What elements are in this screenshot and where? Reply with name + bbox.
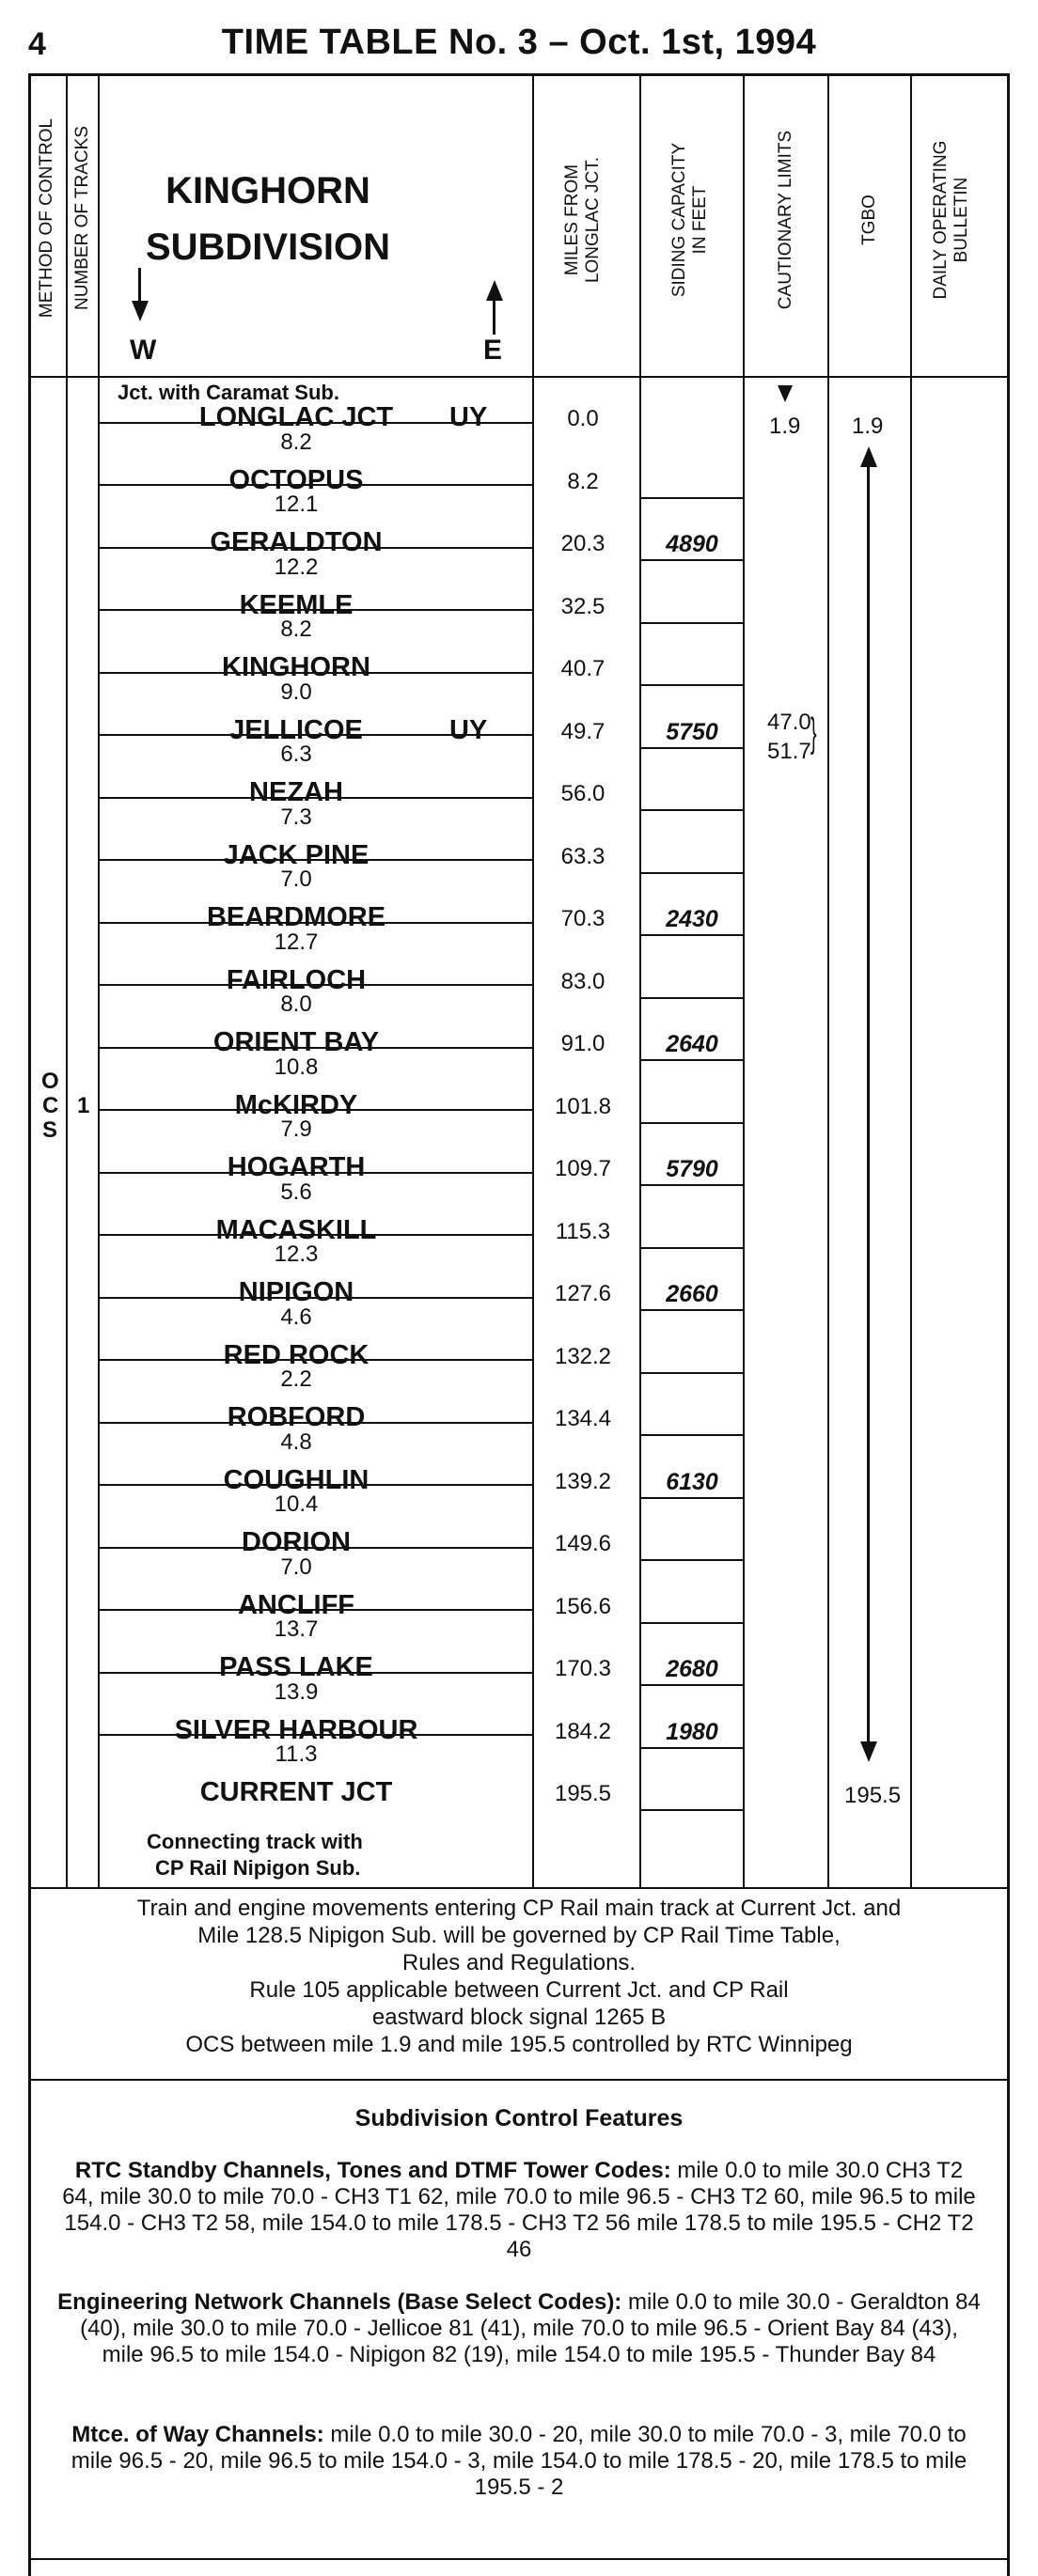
station-distance: 8.2 [280, 429, 312, 455]
tgbo-down-arrow-icon [860, 1741, 877, 1762]
cautionary-limit-b: 51.7 [767, 739, 811, 764]
cautionary-start-icon [778, 385, 793, 402]
station-distance: 11.3 [275, 1741, 318, 1767]
siding-row-divider [640, 1434, 744, 1436]
header-siding-line2: IN FEET [690, 185, 710, 255]
station-distance: 6.3 [280, 742, 312, 767]
station-name: CURRENT JCT [199, 1777, 393, 1807]
station-distance: 10.4 [274, 1491, 319, 1517]
east-arrow-icon [486, 280, 503, 301]
station-distance: 4.6 [280, 1304, 312, 1330]
header-method-of-control: METHOD OF CONTROL [37, 117, 56, 319]
header-tgbo: TGBO [859, 195, 879, 245]
page-number: 4 [28, 26, 46, 62]
station-row-divider [99, 1672, 533, 1674]
siding-capacity: 5790 [666, 1156, 718, 1182]
station-miles: 91.0 [560, 1031, 606, 1056]
note-line: Rules and Regulations. [401, 1950, 637, 1975]
station-name: KEEMLE [239, 590, 354, 620]
end-note-line1: Connecting track with [147, 1830, 363, 1853]
note-line: eastward block signal 1265 B [371, 2005, 667, 2030]
station-row-divider [99, 672, 533, 674]
station-row-divider [99, 1734, 533, 1736]
station-code: UY [449, 402, 488, 432]
header-dob-line2: BULLETIN [952, 177, 971, 263]
station-row-divider [99, 547, 533, 549]
siding-row-divider [640, 1059, 744, 1061]
header-dob-line1: DAILY OPERATING [931, 140, 951, 300]
station-name: HOGARTH [227, 1152, 366, 1182]
header-siding-line1: SIDING CAPACITY [669, 142, 689, 298]
siding-capacity: 2680 [666, 1656, 718, 1682]
method-letter-s: S [42, 1117, 58, 1143]
mtce-channels-label: Mtce. of Way Channels: [71, 2422, 324, 2447]
siding-row-divider [640, 997, 744, 999]
station-distance: 7.9 [280, 1116, 312, 1142]
col-sep-siding [743, 75, 745, 1887]
station-distance: 12.1 [274, 492, 319, 517]
station-name: NIPIGON [238, 1277, 354, 1307]
rtc-channels-text: mile 0.0 to mile 30.0 CH3 T2 64, mile 30.0 to mile 70.0 - CH3 T1 62, mile 70.0 to mile 96.5 - CH3 T2 60, mile 96.5 to mile 154.0 - CH3 T2 58, mile 154.0 to mile 178.5 - CH3 T2 56 mile 178.5 to mile 195.5 - CH2 T2 46 [62, 2158, 976, 2262]
note-line: Rule 105 applicable between Current Jct. and CP Rail [249, 1977, 789, 2003]
station-name: JELLICOE [229, 715, 363, 745]
siding-capacity: 4890 [666, 531, 718, 557]
method-letter-c: C [42, 1093, 59, 1118]
station-distance: 4.8 [280, 1429, 312, 1455]
tgbo-range-line [867, 465, 870, 1741]
station-name: COUGHLIN [223, 1465, 370, 1495]
table-bottom-divider [29, 1887, 1009, 1889]
siding-row-divider [640, 497, 744, 499]
station-row-divider [99, 1609, 533, 1611]
station-miles: 109.7 [554, 1156, 612, 1181]
station-name: BEARDMORE [206, 902, 386, 932]
header-miles-line1: MILES FROM [562, 164, 582, 276]
header-number-of-tracks: NUMBER OF TRACKS [72, 126, 92, 311]
station-row-divider [99, 1484, 533, 1486]
station-name: JACK PINE [223, 840, 370, 870]
station-name: DORION [242, 1527, 351, 1557]
station-miles: 132.2 [554, 1344, 612, 1369]
west-arrow-shaft [138, 268, 141, 305]
station-name: ORIENT BAY [212, 1027, 380, 1057]
station-miles: 83.0 [560, 969, 606, 994]
station-distance: 7.0 [280, 866, 312, 892]
junction-note: Jct. with Caramat Sub. [118, 381, 339, 404]
siding-row-divider [640, 809, 744, 811]
siding-row-divider [640, 934, 744, 936]
station-name: ANCLIFF [237, 1590, 355, 1620]
station-miles: 139.2 [554, 1469, 612, 1494]
station-row-divider [99, 484, 533, 486]
station-name: NEZAH [249, 777, 343, 807]
station-row-divider [99, 922, 533, 924]
col-sep-method [66, 75, 68, 1887]
station-miles: 49.7 [560, 719, 606, 744]
rtc-channels-label: RTC Standby Channels, Tones and DTMF Tower Codes: [74, 2158, 671, 2183]
station-miles: 0.0 [567, 406, 599, 431]
station-name: GERALDTON [210, 527, 383, 557]
station-miles: 101.8 [554, 1094, 612, 1119]
station-distance: 9.0 [280, 679, 312, 705]
col-sep-cautionary [827, 75, 829, 1887]
station-row-divider [99, 1047, 533, 1049]
siding-row-divider [640, 1247, 744, 1249]
station-distance: 8.0 [280, 991, 312, 1017]
col-sep-miles [639, 75, 641, 1887]
header-divider [29, 376, 1009, 378]
station-row-divider [99, 1297, 533, 1299]
station-name: McKIRDY [234, 1090, 358, 1120]
siding-row-divider [640, 1122, 744, 1124]
header-miles-line2: LONGLAC JCT. [583, 156, 603, 284]
west-label: W [130, 335, 157, 366]
station-row-divider [99, 1422, 533, 1424]
station-miles: 20.3 [560, 531, 606, 556]
subdivision-title-line1: KINGHORN [165, 170, 370, 211]
station-name: LONGLAC JCT [198, 402, 394, 432]
station-distance: 12.3 [274, 1241, 319, 1267]
subdivision-title-line2: SUBDIVISION [145, 226, 391, 268]
rtc-channels-paragraph [56, 2158, 982, 2263]
siding-row-divider [640, 1497, 744, 1499]
station-row-divider [99, 797, 533, 799]
tgbo-start: 1.9 [852, 414, 884, 439]
method-letter-o: O [41, 1069, 59, 1094]
station-name: FAIRLOCH [226, 965, 367, 995]
note-line: Mile 128.5 Nipigon Sub. will be governed by CP Rail Time Table, [197, 1923, 841, 1948]
page-title: TIME TABLE No. 3 – Oct. 1st, 1994 [221, 23, 817, 62]
station-row-divider [99, 734, 533, 736]
siding-capacity: 2430 [666, 906, 718, 932]
station-row-divider [99, 609, 533, 611]
station-miles: 156.6 [554, 1594, 612, 1619]
station-miles: 170.3 [554, 1656, 612, 1681]
mtce-channels-paragraph [56, 2422, 982, 2501]
station-row-divider [99, 1547, 533, 1549]
station-distance: 13.9 [274, 1679, 319, 1705]
station-miles: 70.3 [560, 906, 606, 931]
station-row-divider [99, 1234, 533, 1236]
control-features-title: Subdivision Control Features [354, 2105, 684, 2131]
col-sep-tgbo [910, 75, 912, 1887]
siding-row-divider [640, 1809, 744, 1811]
siding-row-divider [640, 1559, 744, 1561]
engineering-channels-text: mile 0.0 to mile 30.0 - Geraldton 84 (40), mile 30.0 to mile 70.0 - Jellicoe 81 (41), mile 70.0 to mile 96.5 - Orient Bay 84 (43), mile 96.5 to mile 154.0 - Nipigon 82 (19), mile 154.0 to mile 195.5 - Thunder Bay 84 [80, 2289, 981, 2367]
station-distance: 7.0 [280, 1554, 312, 1580]
station-distance: 7.3 [280, 804, 312, 830]
engineering-channels-paragraph [56, 2289, 982, 2368]
cautionary-start: 1.9 [769, 414, 801, 439]
siding-row-divider [640, 1372, 744, 1374]
note-line: OCS between mile 1.9 and mile 195.5 controlled by RTC Winnipeg [185, 2032, 853, 2057]
station-distance: 12.7 [274, 929, 319, 955]
col-sep-station [532, 75, 534, 1887]
station-miles: 195.5 [554, 1781, 612, 1806]
siding-capacity: 5750 [666, 719, 718, 745]
station-miles: 8.2 [567, 469, 599, 494]
station-distance: 13.7 [274, 1616, 319, 1642]
siding-row-divider [640, 684, 744, 686]
notes-divider [29, 2079, 1009, 2081]
station-row-divider [99, 984, 533, 986]
page-bottom-divider [29, 2558, 1009, 2560]
station-distance: 5.6 [280, 1179, 312, 1205]
header-cautionary-limits: CAUTIONARY LIMITS [776, 130, 795, 310]
note-line: Train and engine movements entering CP Rail main track at Current Jct. and [136, 1896, 902, 1921]
station-name: ROBFORD [227, 1402, 366, 1432]
station-miles: 184.2 [554, 1719, 612, 1744]
station-code: UY [449, 715, 488, 745]
siding-row-divider [640, 622, 744, 624]
west-arrow-icon [132, 301, 149, 321]
station-name: KINGHORN [222, 652, 370, 682]
cautionary-limit-a: 47.0 [767, 710, 811, 735]
station-name: OCTOPUS [228, 465, 364, 495]
station-distance: 12.2 [274, 554, 319, 580]
station-miles: 127.6 [554, 1281, 612, 1306]
siding-row-divider [640, 872, 744, 874]
station-miles: 134.4 [554, 1406, 612, 1431]
siding-capacity: 6130 [666, 1469, 718, 1495]
siding-capacity: 1980 [666, 1719, 718, 1745]
station-miles: 63.3 [560, 844, 606, 869]
siding-row-divider [640, 1622, 744, 1624]
east-label: E [483, 335, 503, 366]
station-miles: 149.6 [554, 1531, 612, 1556]
siding-row-divider [640, 1184, 744, 1186]
siding-row-divider [640, 559, 744, 561]
mtce-channels-text: mile 0.0 to mile 30.0 - 20, mile 30.0 to mile 70.0 - 3, mile 70.0 to mile 96.5 - 20, mile 96.5 to mile 154.0 - 3, mile 154.0 to mile 178.5 - 20, mile 178.5 to mile 195.5 - 2 [71, 2422, 967, 2500]
siding-row-divider [640, 747, 744, 749]
station-miles: 40.7 [560, 656, 606, 681]
tgbo-up-arrow-icon [860, 446, 877, 467]
number-of-tracks-value: 1 [77, 1093, 90, 1118]
engineering-channels-label: Engineering Network Channels (Base Select Codes): [57, 2289, 622, 2315]
station-distance: 2.2 [280, 1366, 312, 1392]
siding-capacity: 2660 [666, 1281, 718, 1307]
cautionary-brace-icon: } [810, 710, 817, 756]
tgbo-end: 195.5 [844, 1783, 902, 1808]
station-name: RED ROCK [223, 1340, 370, 1370]
siding-row-divider [640, 1684, 744, 1686]
station-row-divider [99, 1359, 533, 1361]
station-row-divider [99, 1172, 533, 1174]
station-miles: 56.0 [560, 781, 606, 806]
siding-capacity: 2640 [666, 1031, 718, 1057]
station-row-divider [99, 1109, 533, 1111]
station-name: SILVER HARBOUR [174, 1715, 418, 1745]
station-row-divider [99, 859, 533, 861]
siding-row-divider [640, 1747, 744, 1749]
station-name: PASS LAKE [219, 1652, 373, 1682]
east-arrow-shaft [493, 299, 495, 335]
siding-row-divider [640, 1309, 744, 1311]
station-distance: 10.8 [274, 1054, 319, 1080]
station-distance: 8.2 [280, 617, 312, 642]
end-note-line2: CP Rail Nipigon Sub. [155, 1856, 361, 1880]
station-name: MACASKILL [215, 1215, 377, 1245]
station-miles: 115.3 [555, 1219, 611, 1244]
station-miles: 32.5 [560, 594, 606, 619]
station-row-divider [99, 422, 533, 424]
